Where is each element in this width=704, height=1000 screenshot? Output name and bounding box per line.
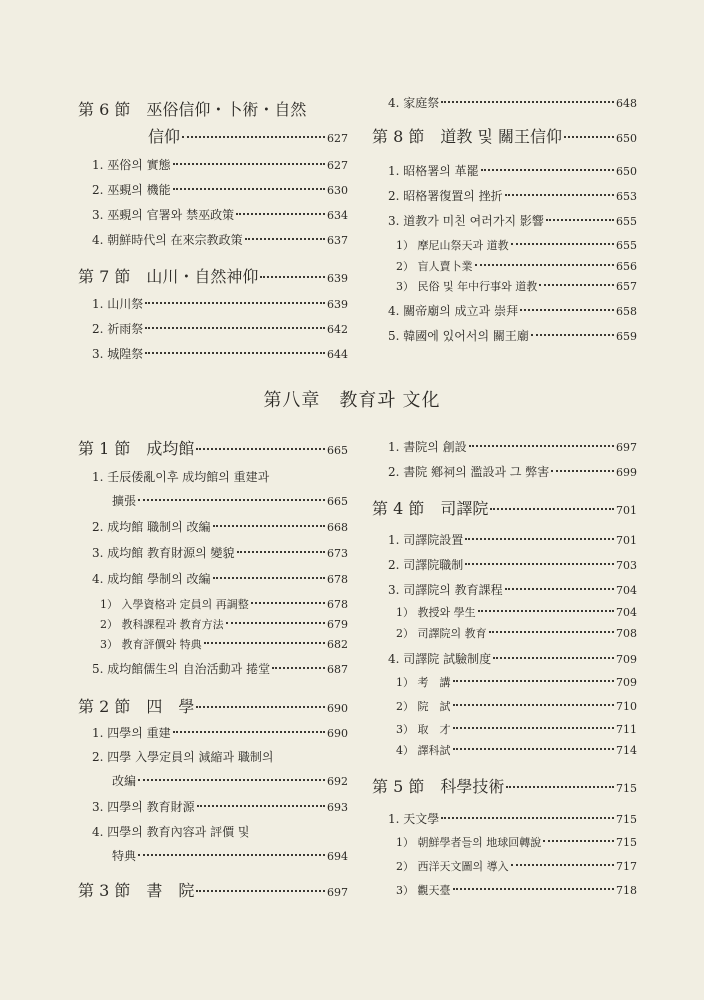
dot-leader	[546, 219, 614, 221]
dot-leader	[465, 563, 614, 565]
toc-item[interactable]: 2. 巫覡의 機能 630	[92, 183, 348, 197]
dot-leader	[531, 334, 614, 336]
dot-leader	[196, 706, 325, 708]
toc-subitem[interactable]: 1） 教授와 學生 704	[396, 606, 637, 619]
toc-item[interactable]: 3. 成均館 教育財源의 變貌 673	[92, 546, 348, 560]
toc-section-4[interactable]: 第 4 節 司譯院 701	[372, 499, 637, 518]
toc-item[interactable]: 3. 巫覡의 官署와 禁巫政策 634	[92, 208, 348, 222]
dot-leader	[173, 731, 325, 733]
toc-subitem[interactable]: 3） 民俗 및 年中行事와 道教 657	[396, 280, 637, 293]
dot-leader	[441, 817, 614, 819]
toc-section-3[interactable]: 第 3 節 書 院 697	[78, 881, 348, 900]
dot-leader	[481, 169, 614, 171]
toc-section-7[interactable]: 第 7 節 山川・自然神仰 639	[78, 267, 348, 286]
dot-leader	[196, 448, 325, 450]
dot-leader	[511, 243, 614, 245]
toc-item[interactable]: 4. 關帝廟의 成立과 崇拜 658	[388, 304, 637, 318]
dot-leader	[564, 136, 614, 138]
dot-leader	[551, 470, 614, 472]
dot-leader	[173, 163, 325, 165]
dot-leader	[493, 657, 614, 659]
toc-item-cont[interactable]: 改編 692	[112, 774, 348, 788]
dot-leader	[441, 101, 614, 103]
toc-item[interactable]: 1. 昭格署의 革罷 650	[388, 164, 637, 178]
dot-leader	[469, 445, 614, 447]
toc-item[interactable]: 3. 四學의 教育財源 693	[92, 800, 348, 814]
toc-subitem[interactable]: 2） 教科課程과 教育方法 679	[100, 618, 348, 631]
dot-leader	[543, 840, 614, 842]
dot-leader	[196, 890, 325, 892]
dot-leader	[145, 352, 325, 354]
toc-item[interactable]: 2. 祈雨祭 642	[92, 322, 348, 336]
dot-leader	[539, 284, 614, 286]
dot-leader	[272, 667, 325, 669]
dot-leader	[237, 551, 326, 553]
dot-leader	[520, 309, 614, 311]
toc-subitem[interactable]: 2） 院 試 710	[396, 700, 637, 713]
toc-item[interactable]: 2. 司譯院職制 703	[388, 558, 637, 572]
toc-section-5[interactable]: 第 5 節 科學技術 715	[372, 777, 637, 796]
dot-leader	[453, 888, 615, 890]
toc-item[interactable]: 5. 成均館儒生의 自治活動과 捲堂 687	[92, 662, 348, 676]
toc-item[interactable]: 1. 書院의 創設 697	[388, 440, 637, 454]
toc-subitem[interactable]: 1） 摩尼山祭天과 道教 655	[396, 239, 637, 252]
dot-leader	[511, 864, 614, 866]
toc-section-6[interactable]: 第 6 節 巫俗信仰・卜術・自然	[78, 100, 307, 119]
toc-section-2[interactable]: 第 2 節 四 學 690	[78, 697, 348, 716]
toc-subitem[interactable]: 1） 入學資格과 定員의 再調整 678	[100, 598, 348, 611]
dot-leader	[465, 538, 614, 540]
dot-leader	[251, 602, 325, 604]
toc-subitem[interactable]: 1） 朝鮮學者들의 地球回轉說 715	[396, 836, 637, 849]
toc-item[interactable]: 2. 昭格署復置의 挫折 653	[388, 189, 637, 203]
toc-item[interactable]: 4. 朝鮮時代의 在來宗教政策 637	[92, 233, 348, 247]
toc-item[interactable]: 4. 家庭祭 648	[388, 96, 637, 110]
toc-item[interactable]: 3. 城隍祭 644	[92, 347, 348, 361]
toc-section-1[interactable]: 第 1 節 成均館 665	[78, 439, 348, 458]
dot-leader	[505, 588, 614, 590]
dot-leader	[138, 499, 325, 501]
dot-leader	[173, 188, 325, 190]
dot-leader	[213, 525, 326, 527]
dot-leader	[453, 680, 615, 682]
dot-leader	[489, 631, 614, 633]
dot-leader	[226, 622, 325, 624]
toc-section-8[interactable]: 第 8 節 道教 및 關王信仰 650	[372, 127, 637, 146]
dot-leader	[138, 779, 325, 781]
toc-item[interactable]: 3. 道教가 미친 여러가지 影響 655	[388, 214, 637, 228]
toc-subitem[interactable]: 2） 盲人賣卜業 656	[396, 260, 637, 273]
toc-item[interactable]: 2. 成均館 職制의 改編 668	[92, 520, 348, 534]
dot-leader	[506, 786, 614, 788]
dot-leader	[236, 213, 325, 215]
toc-subitem[interactable]: 3） 觀天臺 718	[396, 884, 637, 897]
toc-item[interactable]: 4. 四學의 教育內容과 評價 및	[92, 825, 250, 839]
dot-leader	[453, 727, 615, 729]
dot-leader	[453, 704, 615, 706]
toc-subitem[interactable]: 2） 西洋天文圖의 導入 717	[396, 860, 637, 873]
chapter-title: 第八章 教育과 文化	[263, 390, 441, 411]
dot-leader	[505, 194, 614, 196]
toc-item[interactable]: 3. 司譯院의 教育課程 704	[388, 583, 637, 597]
dot-leader	[197, 805, 325, 807]
toc-item-cont[interactable]: 特典 694	[112, 849, 348, 863]
toc-item[interactable]: 2. 書院 鄕祠의 濫設과 그 弊害 699	[388, 465, 637, 479]
toc-item[interactable]: 1. 四學의 重建 690	[92, 726, 348, 740]
toc-item[interactable]: 1. 司譯院設置 701	[388, 533, 637, 547]
dot-leader	[475, 264, 615, 266]
dot-leader	[204, 642, 325, 644]
toc-item-cont[interactable]: 擴張 665	[112, 494, 348, 508]
toc-item[interactable]: 4. 司譯院 試驗制度 709	[388, 652, 637, 666]
dot-leader	[145, 327, 325, 329]
dot-leader	[145, 302, 325, 304]
toc-section-6-cont[interactable]: 信仰 627	[148, 127, 348, 146]
toc-item[interactable]: 5. 韓國에 있어서의 關王廟 659	[388, 329, 637, 343]
toc-subitem[interactable]: 3） 教育評價와 特典 682	[100, 638, 348, 651]
toc-item[interactable]: 1. 山川祭 639	[92, 297, 348, 311]
toc-item[interactable]: 2. 四學 入學定員의 減縮과 職制의	[92, 750, 274, 764]
toc-subitem[interactable]: 4） 譯科試 714	[396, 744, 637, 757]
toc-subitem[interactable]: 3） 取 才 711	[396, 723, 637, 736]
toc-item[interactable]: 1. 天文學 715	[388, 812, 637, 826]
dot-leader	[478, 610, 614, 612]
toc-subitem[interactable]: 1） 考 講 709	[396, 676, 637, 689]
toc-subitem[interactable]: 2） 司譯院의 教育 708	[396, 627, 637, 640]
dot-leader	[245, 238, 325, 240]
toc-item[interactable]: 4. 成均館 學制의 改編 678	[92, 572, 348, 586]
dot-leader	[213, 577, 326, 579]
dot-leader	[138, 854, 325, 856]
toc-item[interactable]: 1. 壬辰倭亂이후 成均館의 重建과	[92, 470, 270, 484]
dot-leader	[182, 136, 325, 138]
dot-leader	[490, 508, 614, 510]
dot-leader	[453, 748, 615, 750]
toc-item[interactable]: 1. 巫俗의 實態 627	[92, 158, 348, 172]
dot-leader	[260, 276, 325, 278]
